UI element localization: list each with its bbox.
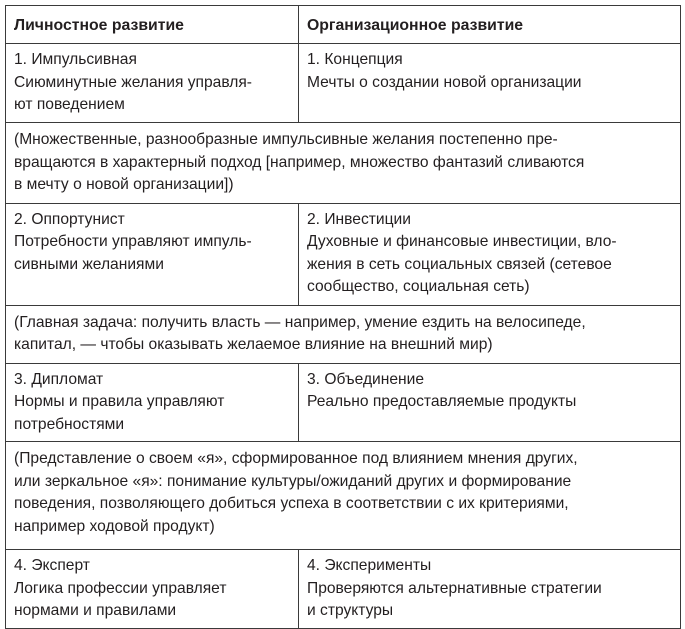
stage-title: 4. Эксперт bbox=[14, 557, 90, 574]
transition-note-line: (Множественные, разнообразные импульсивные желания постепенно пре- bbox=[14, 131, 558, 148]
organizational-stage-cell bbox=[299, 363, 681, 442]
stage-title: 1. Импульсивная bbox=[14, 51, 137, 68]
personal-stage-cell bbox=[6, 44, 299, 123]
stage-description-line: Сиюминутные желания управля- bbox=[14, 73, 253, 91]
transition-row bbox=[6, 305, 681, 363]
table-row bbox=[6, 550, 681, 629]
table-row bbox=[6, 203, 681, 305]
stage-description-line: Потребности управляют импуль- bbox=[14, 233, 252, 250]
transition-note-line: в мечту о новой организации]) bbox=[14, 176, 234, 193]
stage-description-line: сивными желаниями bbox=[14, 255, 164, 273]
stage-title: 2. Инвестиции bbox=[307, 210, 411, 228]
organizational-stage-cell bbox=[299, 203, 681, 305]
stage-description-line: Духовные и финансовые инвестиции, вло- bbox=[307, 233, 617, 250]
stage-title: 3. Дипломат bbox=[14, 370, 104, 388]
organizational-stage-cell bbox=[299, 550, 681, 629]
development-stages-table bbox=[5, 5, 681, 629]
stage-description-line: и структуры bbox=[307, 602, 394, 619]
stage-title: 2. Оппортунист bbox=[14, 210, 125, 228]
stage-description-line: Мечты о создании новой организации bbox=[307, 73, 582, 91]
stage-description-line: сообщество, социальная сеть) bbox=[307, 278, 530, 295]
stage-title: 4. Эксперименты bbox=[307, 557, 432, 574]
header-personal-development: Личностное развитие bbox=[6, 6, 299, 44]
transition-note-line: (Главная задача: получить власть — например, умение ездить на велосипеде, bbox=[14, 313, 586, 331]
transition-note-line: поведения, позволяющего добиться успеха в соответствии с их критериями, bbox=[14, 495, 569, 512]
table-row bbox=[6, 44, 681, 123]
stage-title: 3. Объединение bbox=[307, 370, 425, 388]
stage-description-line: жения в сеть социальных связей (сетевое bbox=[307, 255, 612, 273]
stage-description-line: Нормы и правила управляют bbox=[14, 393, 225, 410]
stage-description-line: Реально предоставляемые продукты bbox=[307, 393, 577, 410]
header-organizational-development: Организационное развитие bbox=[299, 6, 681, 44]
personal-stage-cell bbox=[6, 550, 299, 629]
transition-note-cell bbox=[6, 442, 681, 550]
transition-note-cell bbox=[6, 305, 681, 363]
stage-description-line: потребностями bbox=[14, 415, 125, 433]
stage-title: 1. Концепция bbox=[307, 51, 403, 68]
transition-note-line: (Представление о своем «я», сформированное под влиянием мнения других, bbox=[14, 450, 578, 467]
table-row bbox=[6, 363, 681, 442]
personal-stage-cell bbox=[6, 203, 299, 305]
stage-description-line: Проверяются альтернативные стратегии bbox=[307, 579, 602, 597]
transition-note-cell bbox=[6, 123, 681, 204]
transition-note-line: например ходовой продукт) bbox=[14, 517, 215, 535]
transition-note-line: или зеркальное «я»: понимание культуры/ожиданий других и формирование bbox=[14, 472, 572, 490]
stage-description-line: Логика профессии управляет bbox=[14, 579, 227, 597]
transition-note-line: капитал, — чтобы оказывать желаемое влияние на внешний мир) bbox=[14, 336, 493, 353]
transition-note-line: вращаются в характерный подход [например, множество фантазий сливаются bbox=[14, 153, 585, 171]
table-header-row bbox=[6, 6, 681, 44]
stage-description-line: ют поведением bbox=[14, 96, 125, 113]
organizational-stage-cell bbox=[299, 44, 681, 123]
transition-row bbox=[6, 123, 681, 204]
transition-row bbox=[6, 442, 681, 550]
personal-stage-cell bbox=[6, 363, 299, 442]
stage-description-line: нормами и правилами bbox=[14, 602, 177, 619]
